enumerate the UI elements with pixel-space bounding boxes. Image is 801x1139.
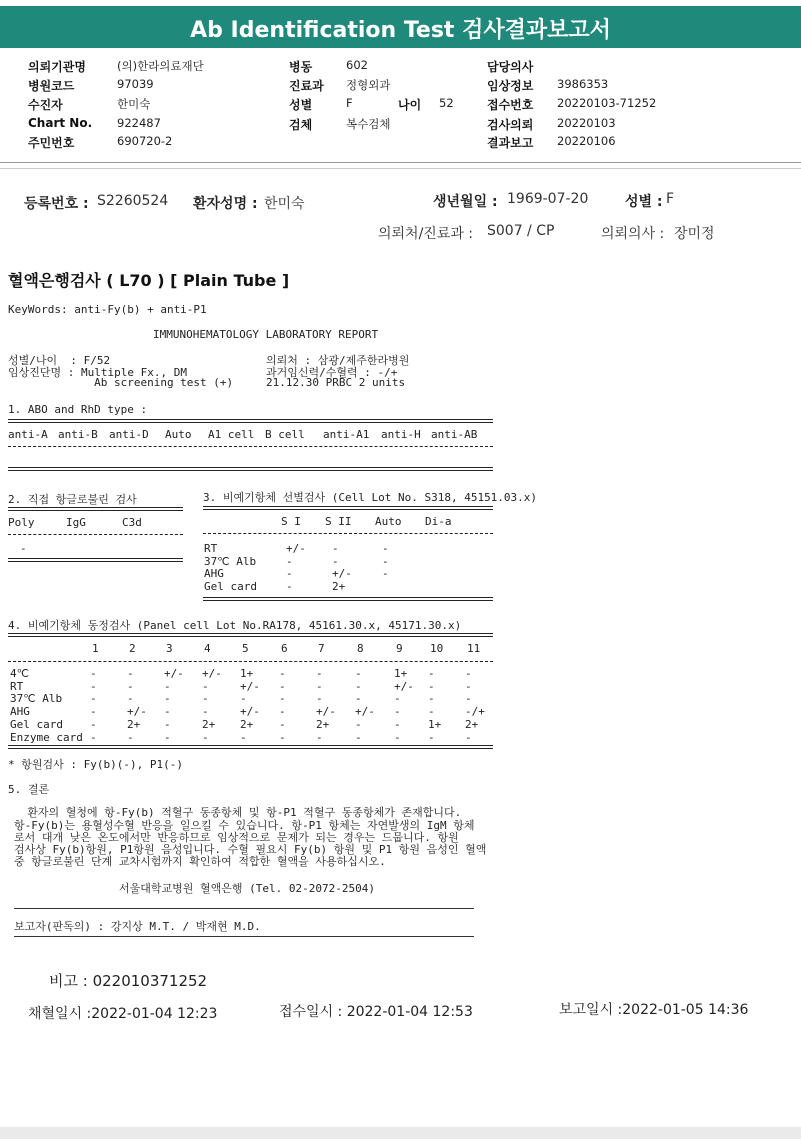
s4-row-label: Enzyme card bbox=[10, 730, 83, 744]
s4-cell: 2+ bbox=[240, 717, 254, 731]
s4-cell: - bbox=[394, 717, 401, 731]
s4-cell: - bbox=[316, 667, 323, 680]
value-request-date: 20220103 bbox=[557, 116, 616, 130]
s4-cell: - bbox=[202, 679, 209, 693]
s4-cell: - bbox=[394, 705, 401, 719]
s4-cell: - bbox=[279, 705, 286, 719]
s4-cell: - bbox=[279, 730, 286, 744]
value-patient-sex: F bbox=[666, 191, 675, 207]
value-requesting-doctor: 장미정 bbox=[674, 226, 715, 242]
label-hospital-code: 병원코드 bbox=[28, 79, 75, 93]
s4-cell: - bbox=[428, 730, 435, 744]
section4-title: 4. 비예기항체 동정검사 (Panel cell Lot No.RA178, 45161.30.x, 45171.30.x) bbox=[8, 619, 462, 632]
value-clinical-info: 3986353 bbox=[557, 77, 609, 91]
s4-cell: - bbox=[127, 692, 134, 706]
section1-title: 1. ABO and RhD type : bbox=[8, 403, 148, 416]
s1-header-auto: Auto bbox=[165, 428, 192, 441]
s4-cell: - bbox=[355, 692, 362, 706]
s1-header-anti-b: anti-B bbox=[58, 428, 98, 441]
s3-header-s2: S II bbox=[325, 515, 352, 528]
s1-header-anti-d: anti-D bbox=[109, 428, 149, 441]
label-patient-name: 환자성명 : bbox=[193, 196, 258, 212]
s4-cell: - bbox=[164, 692, 171, 706]
s4-cell: 2+ bbox=[127, 717, 141, 731]
value-ward: 602 bbox=[346, 58, 368, 72]
info-left-2: 임상진단명 : Multiple Fx., DM bbox=[8, 366, 187, 379]
header-divider bbox=[0, 162, 801, 163]
s3-cell: - bbox=[286, 579, 293, 593]
value-dept: S007 / CP bbox=[487, 223, 555, 239]
value-specimen: 복수검체 bbox=[346, 117, 391, 131]
label-clinical-info: 임상정보 bbox=[487, 79, 534, 93]
s4-header-cell: 3 bbox=[166, 642, 173, 655]
s4-cell: +/- bbox=[316, 705, 336, 719]
conclusion-line-2: 항-Fy(b)는 용혈성수혈 반응을 일으킬 수 있습니다. 항-P1 항체는 자연발생의 IgM 항체 bbox=[14, 819, 475, 832]
s3-cell: +/- bbox=[332, 567, 352, 580]
report-title: 혈액은행검사 ( L70 ) [ Plain Tube ] bbox=[8, 271, 290, 290]
s4-cell: - bbox=[394, 730, 401, 744]
s4-header-cell: 1 bbox=[92, 642, 99, 655]
s4-row-label: 37℃ Alb bbox=[10, 692, 63, 706]
info-right-1: 의뢰처 : 삼광/제주한라병원 bbox=[266, 354, 410, 367]
label-registration-no: 등록번호 : bbox=[24, 196, 89, 212]
s4-cell: 2+ bbox=[316, 717, 330, 731]
value-resident-no: 690720-2 bbox=[117, 134, 173, 148]
s4-cell: +/- bbox=[394, 679, 414, 693]
s4-cell: - bbox=[428, 667, 435, 680]
s2-header-c3d: C3d bbox=[122, 516, 142, 529]
s4-cell: - bbox=[164, 730, 171, 744]
section2-rule-top bbox=[8, 507, 183, 511]
info-left-3: Ab screening test (+) bbox=[8, 376, 234, 389]
header-divider-2 bbox=[0, 168, 801, 169]
s4-cell: - bbox=[279, 679, 286, 693]
value-age: 52 bbox=[439, 96, 454, 110]
s3-header-s1: S I bbox=[281, 515, 301, 528]
report-title-banner: Ab Identification Test 검사결과보고서 bbox=[190, 18, 611, 43]
section4-rule-top bbox=[8, 633, 493, 637]
reporter-rule-top bbox=[14, 908, 474, 909]
s4-cell: - bbox=[90, 717, 97, 731]
s4-cell: - bbox=[316, 679, 323, 693]
s3-row-label: RT bbox=[204, 542, 218, 555]
s4-header-cell: 5 bbox=[242, 642, 249, 655]
section1-rule-top bbox=[8, 419, 493, 423]
value-department: 정형외과 bbox=[346, 78, 391, 92]
conclusion-line-4: 검사상 Fy(b)항원, P1항원 음성입니다. 수혈 필요시 Fy(b) 항원 및 P1 항원 음성인 혈액 bbox=[14, 843, 487, 856]
s1-header-anti-ab: anti-AB bbox=[431, 428, 478, 441]
s4-cell: - bbox=[279, 692, 286, 706]
s4-header-cell: 10 bbox=[430, 642, 444, 655]
section2-title: 2. 직접 항글로불린 검사 bbox=[8, 493, 137, 506]
s4-cell: - bbox=[465, 730, 472, 744]
s3-cell: - bbox=[382, 542, 389, 555]
s4-row-label: 4℃ bbox=[10, 667, 29, 680]
s4-header-cell: 9 bbox=[396, 642, 403, 655]
lab-report-title: IMMUNOHEMATOLOGY LABORATORY REPORT bbox=[153, 328, 379, 341]
s4-cell: 1+ bbox=[240, 667, 254, 680]
value-report-date: 20220106 bbox=[557, 134, 616, 148]
s4-cell: - bbox=[202, 705, 209, 719]
s2-value-poly: - bbox=[20, 542, 27, 555]
s1-header-anti-h: anti-H bbox=[381, 428, 421, 441]
s3-cell: - bbox=[382, 554, 389, 568]
s4-cell: - bbox=[127, 679, 134, 693]
section1-rule-mid bbox=[8, 446, 493, 447]
value-hospital-code: 97039 bbox=[117, 77, 154, 91]
s4-cell: - bbox=[90, 679, 97, 693]
label-request-date: 검사의뢰 bbox=[487, 118, 534, 132]
s4-cell: 1+ bbox=[394, 667, 408, 680]
label-department: 진료과 bbox=[289, 79, 324, 93]
s4-cell: - bbox=[355, 717, 362, 731]
s3-cell: - bbox=[286, 567, 293, 580]
label-attending: 담당의사 bbox=[487, 60, 534, 74]
s4-cell: - bbox=[465, 679, 472, 693]
label-age: 나이 bbox=[398, 98, 422, 112]
s4-header-cell: 6 bbox=[281, 642, 288, 655]
s3-row-label: Gel card bbox=[204, 579, 257, 593]
value-patient: 한미숙 bbox=[117, 97, 151, 111]
s4-cell: -/+ bbox=[465, 705, 485, 719]
section3-rule-bottom bbox=[203, 597, 493, 601]
s4-cell: - bbox=[355, 679, 362, 693]
s4-cell: - bbox=[465, 667, 472, 680]
s4-cell: - bbox=[279, 717, 286, 731]
info-left-1: 성별/나이 : F/52 bbox=[8, 354, 111, 367]
note: 비고 : 022010371252 bbox=[49, 972, 208, 990]
report-datetime: 보고일시 :2022-01-05 14:36 bbox=[559, 1002, 749, 1018]
s4-cell: - bbox=[279, 667, 286, 680]
section2-rule-mid bbox=[8, 534, 183, 535]
s4-cell: - bbox=[90, 667, 97, 680]
s3-cell: - bbox=[286, 554, 293, 568]
s4-cell: 1+ bbox=[428, 717, 442, 731]
s3-cell: - bbox=[332, 554, 339, 568]
lab-name: 서울대학교병원 혈액은행 (Tel. 02-2072-2504) bbox=[119, 882, 375, 895]
value-registration-no: S2260524 bbox=[97, 193, 169, 209]
s4-cell: - bbox=[202, 730, 209, 744]
s4-cell: +/- bbox=[202, 667, 222, 680]
value-chart-no: 922487 bbox=[117, 116, 161, 130]
s1-header-anti-a1: anti-A1 bbox=[323, 428, 370, 441]
s3-cell: - bbox=[382, 567, 389, 580]
s4-cell: - bbox=[90, 730, 97, 744]
label-ward: 병동 bbox=[289, 60, 313, 74]
s4-cell: - bbox=[240, 730, 247, 744]
section4-rule-bottom bbox=[8, 745, 493, 749]
conclusion-line-1: 환자의 혈청에 항-Fy(b) 적혈구 동종항체 및 항-P1 적혈구 동종항체가 존재합니다. bbox=[14, 806, 462, 819]
conclusion-line-3: 로서 대개 낮은 온도에서만 반응하므로 임상적으로 문제가 되는 경우는 드뭅니다. 항원 bbox=[14, 831, 459, 844]
s3-cell: - bbox=[332, 542, 339, 555]
s4-cell: 2+ bbox=[465, 717, 479, 731]
s1-header-anti-a: anti-A bbox=[8, 428, 48, 441]
section1-rule-bottom bbox=[8, 467, 493, 471]
label-sex: 성별 bbox=[289, 98, 313, 112]
receipt-datetime: 접수일시 : 2022-01-04 12:53 bbox=[279, 1004, 473, 1020]
label-institution: 의뢰기관명 bbox=[28, 60, 86, 74]
s4-cell: - bbox=[394, 692, 401, 706]
reporter-rule-bottom bbox=[14, 936, 474, 937]
antigen-test: * 항원검사 : Fy(b)(-), P1(-) bbox=[8, 758, 183, 771]
s2-header-poly: Poly bbox=[8, 516, 35, 529]
info-right-2: 과거임신력/수혈력 : -/+ bbox=[266, 366, 398, 379]
conclusion-line-5: 중 항글로불린 단계 교차시험까지 확인하여 적합한 혈액을 사용하십시오. bbox=[14, 855, 386, 868]
label-receipt-no: 접수번호 bbox=[487, 98, 534, 112]
s4-cell: - bbox=[355, 667, 362, 680]
s2-header-igg: IgG bbox=[66, 516, 86, 529]
s4-cell: - bbox=[316, 692, 323, 706]
collection-datetime: 채혈일시 :2022-01-04 12:23 bbox=[28, 1006, 218, 1022]
s4-cell: +/- bbox=[164, 667, 184, 680]
s3-header-auto: Auto bbox=[375, 515, 402, 528]
s3-row-label: AHG bbox=[204, 567, 224, 580]
s4-cell: - bbox=[164, 679, 171, 693]
info-right-3: 21.12.30 PRBC 2 units bbox=[266, 376, 406, 389]
s4-header-cell: 2 bbox=[129, 642, 136, 655]
s4-cell: - bbox=[428, 692, 435, 706]
label-patient-sex: 성별 : bbox=[625, 194, 663, 210]
section5-title: 5. 결론 bbox=[8, 783, 50, 796]
page-bottom-bar bbox=[0, 1127, 801, 1139]
s4-row-label: Gel card bbox=[10, 717, 63, 731]
section2-rule-bottom bbox=[8, 558, 183, 562]
section3-rule-mid bbox=[203, 533, 493, 534]
s1-header-a1-cell: A1 cell bbox=[208, 428, 255, 441]
label-chart-no: Chart No. bbox=[28, 116, 93, 130]
section3-rule-top bbox=[203, 506, 493, 510]
s4-cell: - bbox=[127, 730, 134, 744]
keywords: KeyWords: anti-Fy(b) + anti-P1 bbox=[8, 303, 207, 316]
section3-title: 3. 비예기항체 선별검사 (Cell Lot No. S318, 45151.03.x) bbox=[203, 491, 538, 504]
s1-header-b-cell: B cell bbox=[265, 428, 305, 441]
s4-cell: - bbox=[465, 692, 472, 706]
s3-header-dia: Di-a bbox=[425, 515, 452, 528]
value-institution: (의)한라의료재단 bbox=[117, 59, 204, 73]
s4-cell: - bbox=[316, 730, 323, 744]
label-resident-no: 주민번호 bbox=[28, 136, 75, 150]
s3-cell: +/- bbox=[286, 542, 306, 555]
section4-rule-mid bbox=[8, 661, 493, 662]
s4-cell: - bbox=[127, 667, 134, 680]
s4-row-label: AHG bbox=[10, 705, 30, 719]
s3-row-label: 37℃ Alb bbox=[204, 554, 257, 568]
label-specimen: 검체 bbox=[289, 118, 313, 132]
s4-cell: - bbox=[90, 705, 97, 719]
s4-cell: - bbox=[355, 730, 362, 744]
value-patient-name: 한미숙 bbox=[264, 196, 305, 212]
label-report-date: 결과보고 bbox=[487, 136, 534, 150]
s4-header-cell: 8 bbox=[357, 642, 364, 655]
value-dob: 1969-07-20 bbox=[507, 191, 589, 207]
s4-cell: - bbox=[202, 692, 209, 706]
value-sex: F bbox=[346, 96, 353, 110]
label-dept: 의뢰처/진료과 : bbox=[378, 226, 474, 242]
s4-cell: 2+ bbox=[202, 717, 216, 731]
s4-cell: - bbox=[164, 717, 171, 731]
s4-cell: +/- bbox=[240, 705, 260, 719]
reporter: 보고자(판독의) : 강지상 M.T. / 박재현 M.D. bbox=[14, 920, 261, 933]
s4-header-cell: 4 bbox=[204, 642, 211, 655]
value-receipt-no: 20220103-71252 bbox=[557, 96, 657, 110]
s4-header-cell: 11 bbox=[467, 642, 481, 655]
s4-cell: - bbox=[240, 692, 247, 706]
s4-cell: - bbox=[428, 705, 435, 719]
s3-cell: 2+ bbox=[332, 579, 346, 593]
label-requesting-doctor: 의뢰의사 : bbox=[601, 226, 665, 242]
s4-cell: - bbox=[164, 705, 171, 719]
s4-cell: +/- bbox=[355, 705, 375, 719]
s4-row-label: RT bbox=[10, 679, 24, 693]
label-dob: 생년월일 : bbox=[433, 194, 498, 210]
label-patient: 수진자 bbox=[28, 98, 63, 112]
s4-cell: - bbox=[90, 692, 97, 706]
s4-cell: +/- bbox=[127, 705, 147, 719]
s4-cell: - bbox=[428, 679, 435, 693]
s4-header-cell: 7 bbox=[318, 642, 325, 655]
s4-cell: +/- bbox=[240, 679, 260, 693]
